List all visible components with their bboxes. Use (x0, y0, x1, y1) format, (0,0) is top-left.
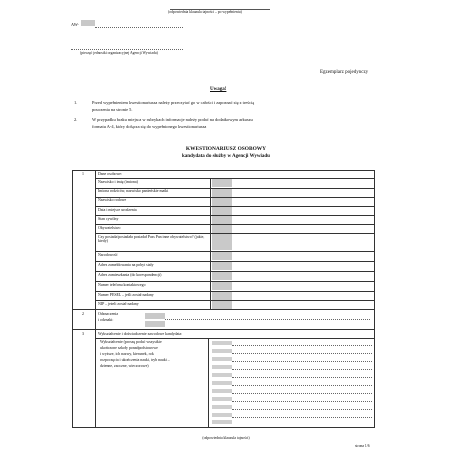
num-col-divider (95, 170, 96, 428)
row-line (95, 271, 375, 272)
education-input[interactable] (212, 389, 232, 393)
row-line (95, 215, 375, 216)
field-input[interactable] (212, 272, 232, 280)
education-input[interactable] (212, 341, 232, 345)
field-input[interactable] (212, 282, 232, 290)
education-input[interactable] (212, 397, 232, 401)
field-input[interactable] (212, 252, 232, 260)
stamp-line (71, 49, 183, 50)
row-line (95, 300, 375, 301)
notice-line-2b: formatu A-4, który dołącza się do wypełnionego kwestionariusza (92, 124, 207, 129)
row-line (95, 281, 375, 282)
field-phone: Numer telefonu kontaktowego (98, 283, 146, 287)
education-desc-4: rozpoczęcia i ukończenia nauki, tryb nauki – (100, 358, 170, 362)
notice-title: Uwaga! (210, 87, 227, 92)
section-1-heading: Dane osobowe: (98, 172, 123, 176)
education-input[interactable] (212, 420, 232, 424)
page-number: strona 1/6 (355, 444, 370, 448)
field-nationality: Narodowość (98, 253, 118, 257)
bottom-classification-note: (odpowiednia klauzula tajności) (202, 436, 250, 440)
field-input[interactable] (212, 189, 232, 197)
row-line (95, 251, 375, 252)
education-line (232, 409, 372, 410)
form-title: KWESTIONARIUSZ OSOBOWY (185, 146, 267, 152)
education-line (232, 417, 372, 418)
education-line (232, 361, 372, 362)
education-desc-3: i wyższe, ich nazwy, kierunek, rok (100, 352, 154, 356)
notice-line-1a: Przed wypełnieniem kwestionariusza należy przeczytać go w całości i zapoznać się z treścią (92, 100, 255, 105)
section-3-number: 3 (82, 332, 84, 336)
row-line (95, 178, 375, 179)
field-marital-status: Stan cywilny (98, 217, 119, 221)
education-desc-2: ukończone szkoły ponadpodstawowe (100, 346, 158, 350)
field-birth-name: Nazwisko rodowe (98, 198, 127, 202)
top-classification-note: (odpowiednia klauzula tajności – po wypełnieniu) (168, 10, 242, 14)
section-3-heading: Wykształcenie i doświadczenie zawodowe kandydata: (98, 332, 183, 336)
field-input[interactable] (212, 216, 232, 224)
education-line (232, 393, 372, 394)
row-line (95, 291, 375, 292)
section-2-line2: i odznaki: (98, 318, 114, 322)
awards-input[interactable] (145, 313, 165, 319)
field-nip: NIP – jeżeli został nadany (98, 302, 139, 306)
row-line (95, 338, 375, 339)
notice-num-1: 1. (74, 100, 78, 105)
aw-underline (95, 27, 183, 28)
section-1-number: 1 (82, 172, 84, 176)
education-line (232, 353, 372, 354)
row-line (95, 224, 375, 225)
aw-number-field[interactable] (81, 20, 95, 26)
notice-line-1b: pouczenia na stronie 5. (92, 107, 133, 112)
section-2-line1: Odznaczenia (98, 312, 119, 316)
field-input[interactable] (212, 225, 232, 233)
section-divider (72, 329, 375, 330)
field-input[interactable] (212, 198, 232, 206)
awards-input-2[interactable] (145, 321, 165, 327)
field-input[interactable] (212, 262, 232, 270)
field-input[interactable] (212, 207, 232, 215)
education-desc-5: dzienne, zaoczne, wieczorowe) (100, 364, 149, 368)
field-residence-address: Adres zamieszkania (do korespondencji) (98, 273, 162, 277)
education-input[interactable] (212, 413, 232, 417)
education-input[interactable] (212, 357, 232, 361)
section-2-number: 2 (82, 312, 84, 316)
education-line (232, 369, 372, 370)
field-pesel: Numer PESEL – jeśli został nadany (98, 293, 154, 297)
field-input[interactable] (212, 301, 232, 309)
education-line (232, 385, 372, 386)
aw-prefix: AW- (71, 22, 79, 27)
education-line (232, 345, 372, 346)
education-desc-1: Wykształcenie (proszę podać wszystkie (100, 340, 162, 344)
field-other-citizenship: Czy posiada/posiadała posiadał Pass Pan inne obywatelstwo? (jakie, kiedy) (98, 235, 205, 244)
notice-line-2a: W przypadku braku miejsca w rubrykach informacje należy podać na dodatkowym arkuszu (92, 117, 253, 122)
field-birth-date: Data i miejsce urodzenia (98, 208, 137, 212)
field-name: Nazwisko i imię (imiona) (98, 180, 138, 184)
field-input[interactable] (212, 179, 232, 187)
row-line (95, 233, 375, 234)
form-subtitle: kandydata do służby w Agencji Wywiadu (182, 154, 270, 159)
field-citizenship: Obywatelstwo (98, 226, 121, 230)
education-input[interactable] (212, 405, 232, 409)
education-line (232, 377, 372, 378)
education-line (232, 401, 372, 402)
education-input[interactable] (212, 349, 232, 353)
education-input[interactable] (212, 373, 232, 377)
row-line (95, 197, 375, 198)
copy-label: Egzemplarz pojedynczy (320, 70, 369, 75)
section-divider (72, 309, 375, 310)
field-input[interactable] (212, 292, 232, 300)
field-parents: Imiona rodziców, nazwisko panieńskie matki (98, 189, 169, 193)
education-input[interactable] (212, 381, 232, 385)
row-line (95, 206, 375, 207)
field-registered-address: Adres zameldowania na pobyt stały (98, 263, 154, 267)
field-input[interactable] (212, 234, 232, 250)
row-line (95, 261, 375, 262)
stamp-caption: (pieczęć jednostki organizacyjnej Agencji Wywiadu) (80, 51, 158, 55)
education-col-divider (208, 338, 209, 428)
education-input[interactable] (212, 365, 232, 369)
awards-line (165, 319, 370, 320)
notice-num-2: 2. (74, 117, 78, 122)
